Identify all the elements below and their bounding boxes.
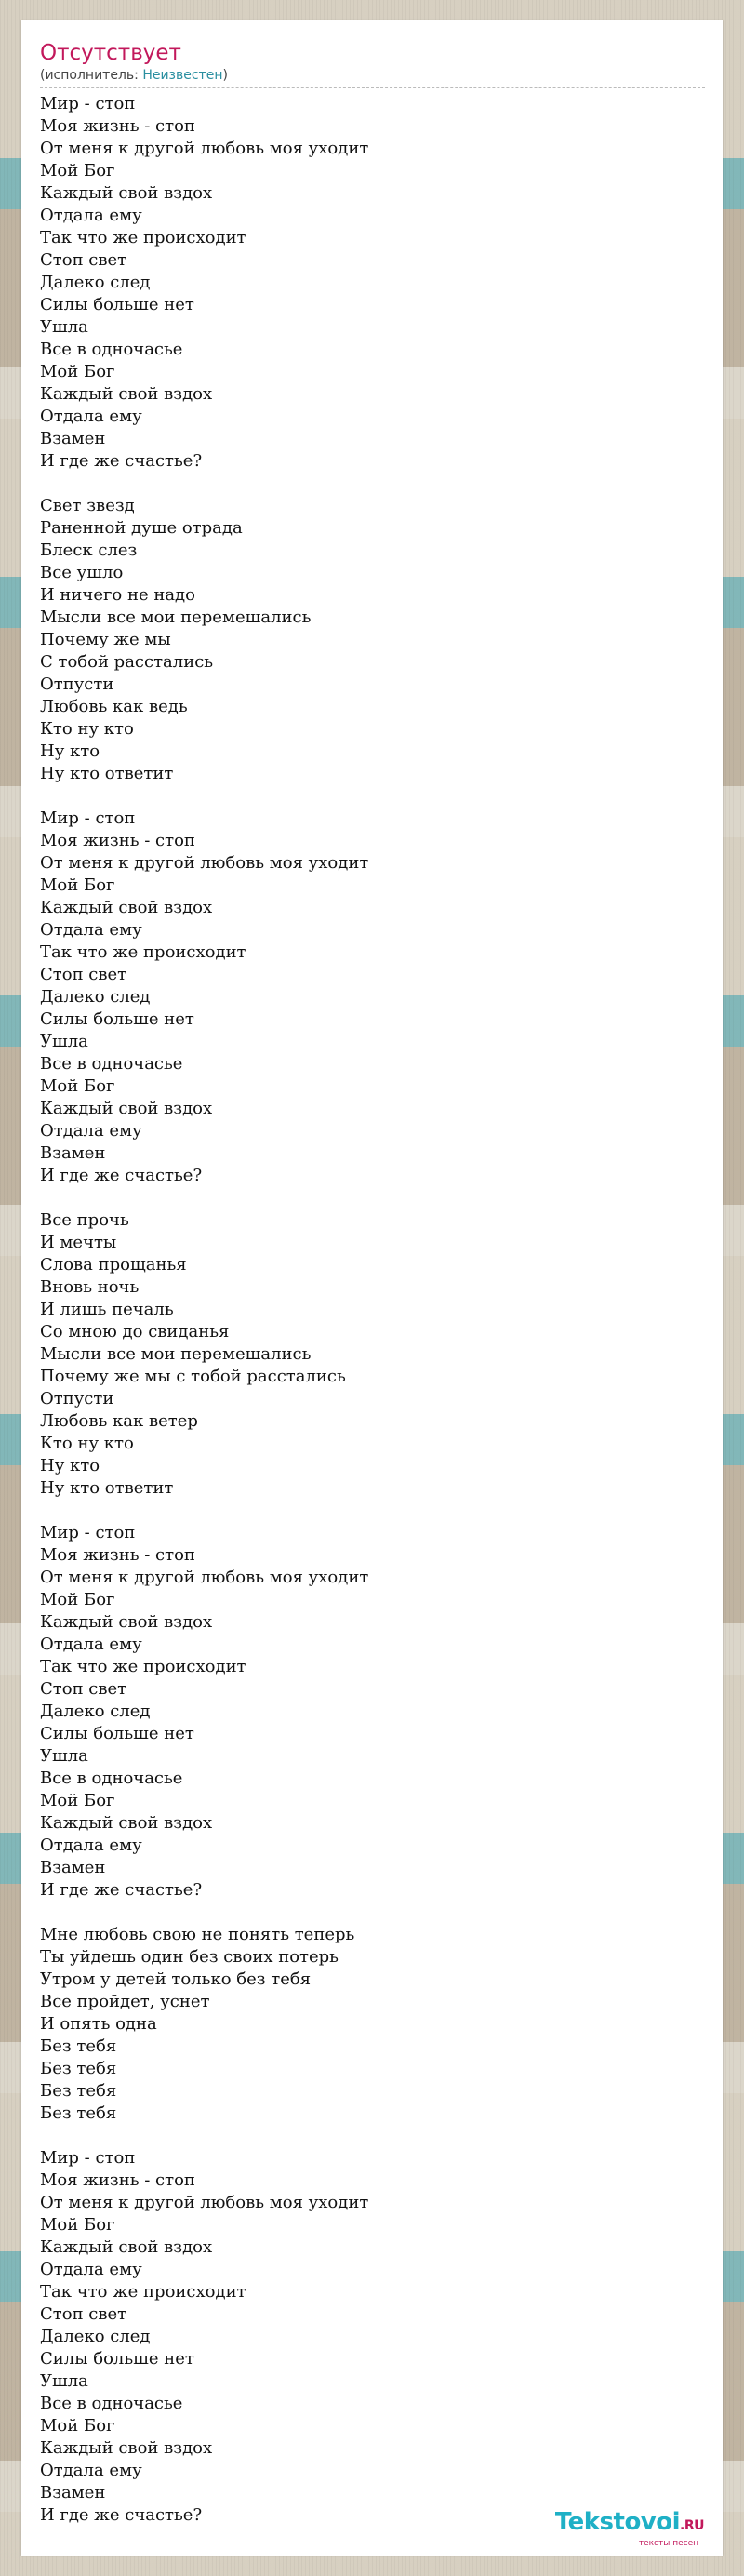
lyric-line: Мой Бог: [40, 1076, 115, 1096]
lyric-line: Ну кто ответит: [40, 1478, 174, 1498]
lyric-line: Раненной душе отрада: [40, 518, 243, 538]
lyric-line: Мой Бог: [40, 2215, 115, 2235]
lyric-line: Отдала ему: [40, 2461, 142, 2480]
lyric-line: Кто ну кто: [40, 1434, 134, 1453]
lyric-line: Мой Бог: [40, 1590, 115, 1609]
lyric-line: Мне любовь свою не понять теперь: [40, 1925, 355, 1944]
lyric-line: Далеко след: [40, 1702, 151, 1721]
lyric-line: Слова прощанья: [40, 1255, 187, 1275]
lyric-line: Мой Бог: [40, 362, 115, 381]
lyric-line: Блеск слез: [40, 541, 138, 560]
lyric-line: С тобой расстались: [40, 652, 214, 672]
lyric-line: И где же счастье?: [40, 1166, 203, 1185]
lyric-line: Мой Бог: [40, 1791, 115, 1810]
lyric-line: Силы больше нет: [40, 1009, 194, 1029]
site-logo[interactable]: [555, 2509, 704, 2548]
lyric-line: Каждый свой вздох: [40, 2237, 213, 2257]
lyric-line: Мой Бог: [40, 2416, 115, 2436]
lyric-line: Ты уйдешь один без своих потерь: [40, 1947, 339, 1967]
lyric-line: Все пройдет, уснет: [40, 1992, 210, 2011]
lyric-line: Отдала ему: [40, 407, 142, 426]
lyric-line: Моя жизнь - стоп: [40, 2170, 195, 2190]
logo-name: Tekstovoi: [554, 2508, 681, 2536]
lyric-line: Ушла: [40, 1746, 88, 1766]
lyric-line: Далеко след: [40, 987, 151, 1007]
lyric-line: Отдала ему: [40, 1635, 142, 1654]
lyrics-card: [21, 20, 723, 2556]
lyric-line: Силы больше нет: [40, 1724, 194, 1743]
lyric-line: Все в одночасье: [40, 340, 183, 359]
lyric-line: Стоп свет: [40, 965, 127, 984]
song-title: Отсутствует: [40, 41, 181, 65]
lyric-line: Все ушло: [40, 563, 124, 582]
lyric-line: Так что же происходит: [40, 942, 246, 962]
song-header: [40, 39, 705, 88]
lyric-line: Вновь ночь: [40, 1277, 140, 1297]
lyric-line: Каждый свой вздох: [40, 384, 213, 404]
lyric-line: Взамен: [40, 1143, 106, 1163]
lyric-line: Стоп свет: [40, 250, 127, 270]
lyric-line: От меня к другой любовь моя уходит: [40, 139, 369, 158]
lyric-line: Отдала ему: [40, 2260, 142, 2279]
lyric-line: Мой Бог: [40, 161, 115, 180]
lyric-line: Кто ну кто: [40, 719, 134, 739]
lyric-line: И где же счастье?: [40, 451, 203, 471]
lyric-line: Отпусти: [40, 1389, 114, 1408]
lyric-line: Почему же мы: [40, 630, 171, 649]
artist-link[interactable]: Неизвестен: [142, 68, 223, 83]
lyrics-stanza: [40, 1924, 705, 2125]
lyric-line: Так что же происходит: [40, 2282, 246, 2302]
artist-prefix: (исполнитель:: [40, 68, 143, 83]
lyric-line: Каждый свой вздох: [40, 1612, 213, 1632]
lyric-line: Силы больше нет: [40, 295, 194, 314]
lyric-line: Так что же происходит: [40, 1657, 246, 1676]
lyric-line: Все в одночасье: [40, 2394, 183, 2413]
lyric-line: Каждый свой вздох: [40, 183, 213, 203]
lyric-line: Без тебя: [40, 2103, 117, 2123]
artist-suffix: ): [222, 68, 228, 83]
lyric-line: Ну кто ответит: [40, 764, 174, 783]
lyric-line: Ушла: [40, 317, 88, 337]
lyric-line: Взамен: [40, 429, 106, 448]
lyric-line: Далеко след: [40, 2327, 151, 2346]
lyric-line: Мысли все мои перемешались: [40, 1344, 312, 1364]
lyric-line: И лишь печаль: [40, 1300, 174, 1319]
lyric-line: И опять одна: [40, 2014, 157, 2034]
lyric-line: Ну кто: [40, 1456, 100, 1475]
lyrics-text: [40, 93, 705, 2549]
lyric-line: Отдала ему: [40, 1835, 142, 1855]
lyric-line: Все прочь: [40, 1210, 129, 1230]
lyric-line: Утром у детей только без тебя: [40, 1969, 312, 1989]
lyric-line: Стоп свет: [40, 2304, 127, 2324]
lyric-line: Все в одночасье: [40, 1054, 183, 1074]
lyric-line: От меня к другой любовь моя уходит: [40, 1568, 369, 1587]
lyric-line: Каждый свой вздох: [40, 2438, 213, 2458]
lyrics-stanza: [40, 2147, 705, 2527]
lyric-line: Взамен: [40, 1858, 106, 1877]
lyric-line: Так что же происходит: [40, 228, 246, 247]
logo-tagline: тексты песен: [638, 2539, 698, 2548]
lyric-line: Далеко след: [40, 273, 151, 292]
lyric-line: Отдала ему: [40, 1121, 142, 1141]
lyric-line: Стоп свет: [40, 1679, 127, 1699]
lyric-line: Мой Бог: [40, 875, 115, 895]
lyric-line: Любовь как ведь: [40, 697, 188, 716]
lyric-line: Ну кто: [40, 741, 100, 761]
artist-line: [40, 67, 705, 88]
lyrics-stanza: [40, 93, 705, 473]
lyric-line: Взамен: [40, 2483, 106, 2503]
lyric-line: Отдала ему: [40, 920, 142, 940]
lyrics-stanza: [40, 495, 705, 785]
lyric-line: И мечты: [40, 1233, 117, 1252]
lyric-line: От меня к другой любовь моя уходит: [40, 2193, 369, 2212]
lyric-line: Почему же мы с тобой расстались: [40, 1367, 346, 1386]
lyric-line: Со мною до свиданья: [40, 1322, 230, 1341]
lyric-line: Без тебя: [40, 2036, 117, 2056]
lyric-line: Свет звезд: [40, 496, 135, 515]
lyric-line: Силы больше нет: [40, 2349, 194, 2369]
lyric-line: И где же счастье?: [40, 2505, 203, 2525]
lyric-line: Каждый свой вздох: [40, 898, 213, 917]
lyric-line: Отпусти: [40, 674, 114, 694]
lyric-line: Без тебя: [40, 2059, 117, 2078]
lyric-line: Мир - стоп: [40, 808, 136, 828]
lyric-line: Каждый свой вздох: [40, 1813, 213, 1833]
lyrics-stanza: [40, 1209, 705, 1500]
lyric-line: Без тебя: [40, 2081, 117, 2101]
lyric-line: И ничего не надо: [40, 585, 195, 605]
lyric-line: Любовь как ветер: [40, 1411, 198, 1431]
logo-tld: .RU: [680, 2518, 704, 2533]
lyric-line: Ушла: [40, 2371, 88, 2391]
lyric-line: Мир - стоп: [40, 1523, 136, 1542]
lyrics-stanza: [40, 1522, 705, 1902]
lyric-line: Моя жизнь - стоп: [40, 831, 195, 850]
lyric-line: И где же счастье?: [40, 1880, 203, 1900]
lyric-line: Мир - стоп: [40, 94, 136, 113]
lyric-line: Ушла: [40, 1032, 88, 1051]
lyric-line: Моя жизнь - стоп: [40, 1545, 195, 1565]
lyric-line: Все в одночасье: [40, 1768, 183, 1788]
lyric-line: Каждый свой вздох: [40, 1099, 213, 1118]
lyric-line: Отдала ему: [40, 206, 142, 225]
logo-wordmark: [555, 2509, 704, 2539]
lyric-line: Мир - стоп: [40, 2148, 136, 2168]
lyric-line: Мысли все мои перемешались: [40, 607, 312, 627]
lyric-line: Моя жизнь - стоп: [40, 116, 195, 136]
lyric-line: От меня к другой любовь моя уходит: [40, 853, 369, 873]
lyrics-stanza: [40, 808, 705, 1187]
